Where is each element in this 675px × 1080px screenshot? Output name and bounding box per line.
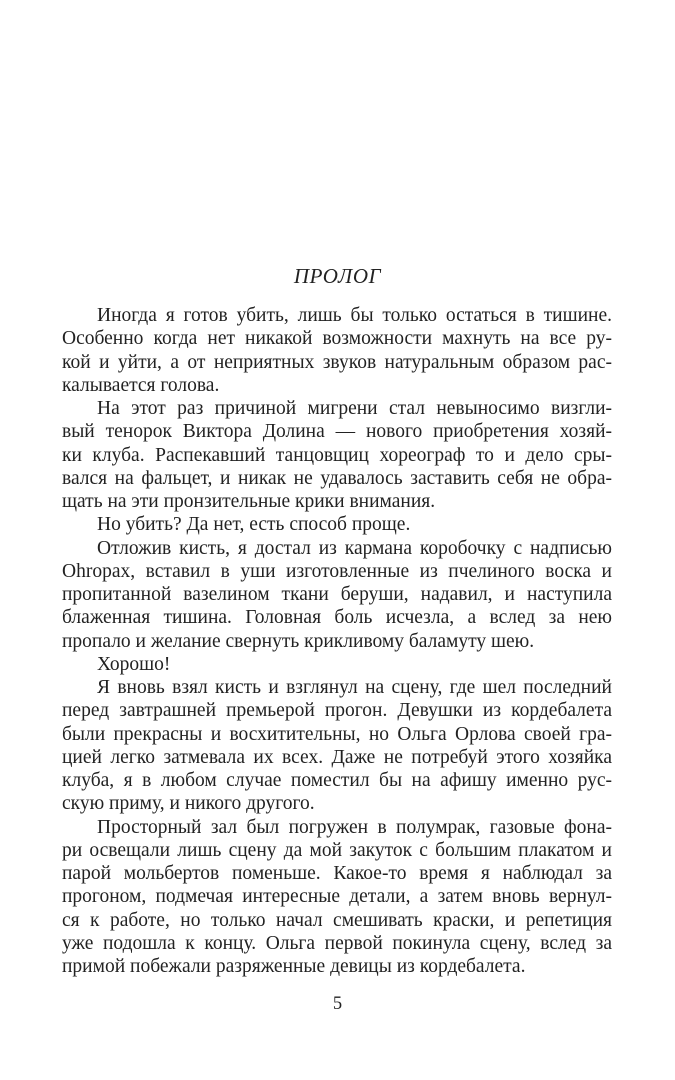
text-line: вался на фальцет, и никак не удавалось заставить себя не обра- (62, 467, 612, 489)
text-line: блаженная тишина. Головная боль исчезла, а вслед за нею (62, 607, 612, 629)
text-line: цией легко затмевала их всех. Даже не потребуй этого хозяйка (62, 746, 612, 768)
text-line: щать на эти пронзительные крики внимания. (62, 491, 436, 512)
text-block (62, 304, 612, 978)
text-line: Ohropax, вставил в уши изготовленные из пчелиного воска и (62, 560, 612, 582)
text-line: калывается голова. (62, 374, 220, 396)
text-line: скую приму, и никого другого. (62, 793, 315, 815)
text-line: примой побежали разряженные девицы из кордебалета. (62, 956, 526, 977)
text-line: Но убить? Да нет, есть способ проще. (97, 514, 411, 536)
text-line: уже подошла к концу. Ольга первой покинула сцену, вслед за (62, 932, 612, 954)
text-line: перед завтрашней премьерой прогон. Девушки из кордебалета (62, 700, 612, 722)
text-line: Просторный зал был погружен в полумрак, газовые фона- (97, 816, 612, 838)
text-line: прогоном, подмечая интересные детали, а затем вновь вернул- (62, 886, 612, 908)
text-line: На этот раз причиной мигрени стал невыносимо визгли- (97, 398, 612, 419)
text-line: ри освещали лишь сцену да мой закуток с большим плакатом и (62, 839, 612, 861)
text-line: вый тенорок Виктора Долина — нового приобретения хозяй- (62, 421, 612, 443)
text-line: пропитанной вазелином ткани беруши, надавил, и наступила (62, 584, 612, 605)
text-line: клуба, я в любом случае поместил бы на афишу именно рус- (62, 770, 612, 791)
text-line: Особенно когда нет никакой возможности махнуть на все ру- (62, 328, 612, 350)
text-line: ся к работе, но только начал смешивать краски, и репетиция (62, 909, 612, 931)
text-line: парой мольбертов поменьше. Какое-то время я наблюдал за (62, 863, 612, 884)
text-line: кой и уйти, а от неприятных звуков натуральным образом рас- (62, 351, 612, 373)
text-line: пропало и желание свернуть крикливому баламуту шею. (62, 630, 535, 652)
text-line: Иногда я готов убить, лишь бы только остаться в тишине. (97, 305, 612, 326)
text-line: были прекрасны и восхитительны, но Ольга Орлова своей гра- (62, 723, 612, 745)
text-line: ки клуба. Распекавший танцовщиц хореограф то и дело сры- (62, 444, 612, 466)
text-line: Я вновь взял кисть и взглянул на сцену, где шел последний (97, 677, 612, 698)
text-line: Хорошо! (97, 653, 171, 675)
chapter-title: ПРОЛОГ (293, 264, 382, 288)
page-number: 5 (332, 994, 343, 1014)
text-line: Отложив кисть, я достал из кармана коробочку с надписью (97, 537, 612, 559)
